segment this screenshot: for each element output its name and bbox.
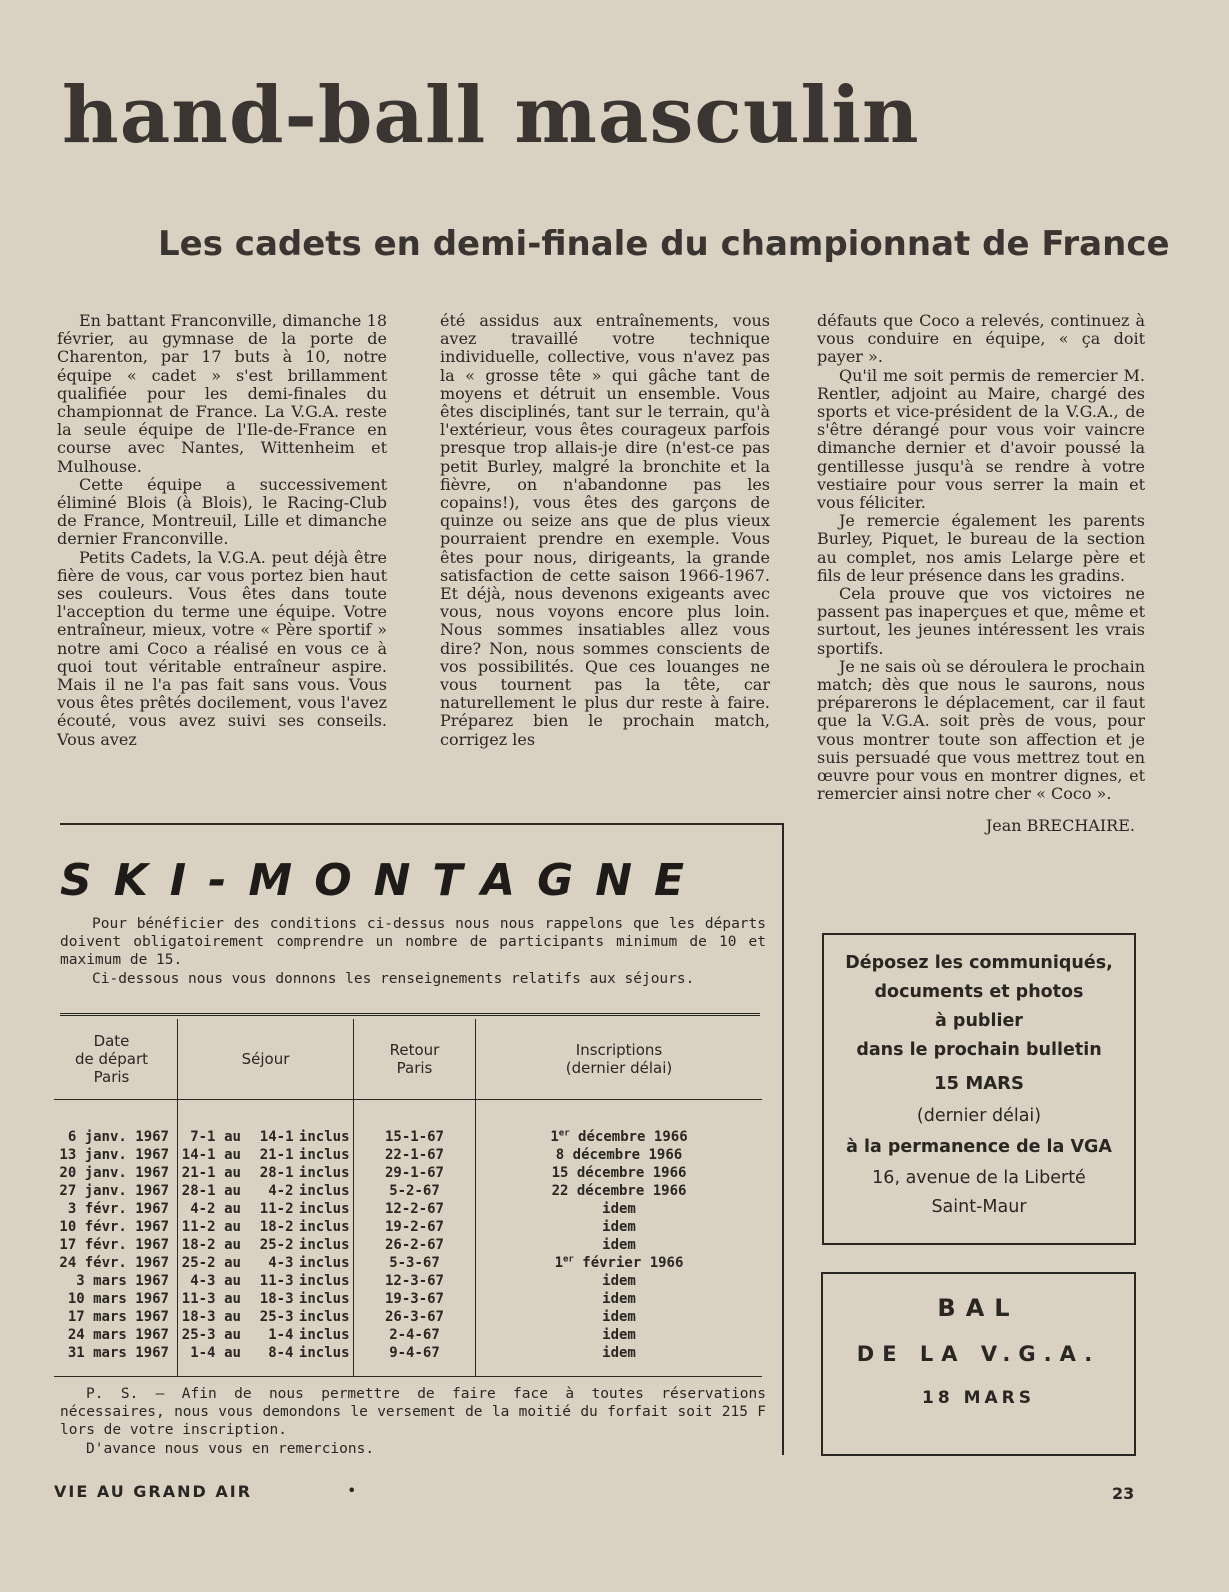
date-cell: 27 janv. 1967 [59,1183,169,1199]
submission-notice-box [822,933,1136,1245]
sejour-cell [178,1146,354,1164]
date-cell: 24 mars 1967 [67,1327,169,1343]
sejour-from: 7-1 [190,1129,216,1145]
inscription-cell: idem [476,1290,763,1308]
table-row [54,1326,762,1344]
inscription-cell: idem [476,1236,763,1254]
header-text: Retour [389,1041,440,1059]
retour-cell: 5-2-67 [354,1182,476,1200]
date-cell: 31 mars 1967 [67,1345,169,1361]
sejour-to: 11-3 [259,1273,294,1289]
ski-montagne-section [60,823,784,1455]
sejour-from: 4-2 [190,1201,216,1217]
table-row [54,1164,762,1182]
sejour-au: au [224,1201,241,1217]
sejour-from: 11-3 [181,1291,216,1307]
ps-paragraph: P. S. — Afin de nous permettre de faire face à toutes réservations nécessaires, nous vous demondons le versement de la moitié du forfait soit 215 F lors de votre inscription. [60,1386,766,1439]
divider [60,1013,760,1018]
sejour-cell [178,1290,354,1308]
article-column-2 [440,312,770,749]
bal-title: BAL [937,1294,1020,1322]
sejour-inclus: inclus [298,1129,350,1145]
sejour-inclus: inclus [298,1237,350,1253]
sejour-inclus: inclus [298,1219,350,1235]
notice-line: Déposez les communiqués, [845,953,1113,973]
date-cell: 10 mars 1967 [67,1291,169,1307]
paragraph: Je ne sais où se déroulera le prochain match; dès que nous le saurons, nous préparerons le déplacement, car il faut que la V.G.A. soit près de vous, pour vous montrer toute son affection et je suis persuadé que vous mettrez tout en œuvre pour vous en montrer dignes, et remercier ainsi notre cher « Coco ». [817,656,1145,804]
date-cell: 3 févr. 1967 [67,1201,169,1217]
header-text: Paris [93,1068,130,1086]
date-cell: 24 févr. 1967 [59,1255,169,1271]
paragraph: été assidus aux entraînements, vous avez travaillé votre technique individuelle, collective, vous n'avez pas la « grosse tête » qui gâche tant de moyens et détruit un ensemble. Vous êtes disciplinés, tant sur le terrain, qu'à l'extérieur, vous êtes courageux parfois presque trop allais-je dire (n'est-ce pas petit Burley, malgré la bronchite et la fièvre, on n'abandonne pas les copains!), vous êtes des garçons de quinze ou seize ans que de plus vieux pourraient prendre en exemple. Vous êtes pour nous, dirigeants, la grande satisfaction de cette saison 1966-1967. Et déjà, nous devenons exigeants avec vous, nous voyons encore plus loin. Nous sommes insatiables allez vous dire? Non, nous sommes conscients de vos possibilités. Que ces louanges ne vous tournent pas la tête, car naturellement le plus dur reste à faire. Préparez bien le prochain match, corrigez les [440,311,770,749]
table-row [54,1218,762,1236]
notice-line: à la permanence de la VGA [846,1137,1112,1157]
retour-cell: 26-3-67 [354,1308,476,1326]
sejour-inclus: inclus [298,1255,350,1271]
sejour-au: au [224,1345,241,1361]
sejour-to: 18-2 [259,1219,294,1235]
sejour-au: au [224,1147,241,1163]
inscription-cell: idem [476,1326,763,1344]
sejour-cell [178,1344,354,1377]
table-row [54,1254,762,1272]
header-inscriptions [476,1019,763,1100]
retour-cell: 9-4-67 [354,1344,476,1377]
retour-cell: 2-4-67 [354,1326,476,1344]
notice-line: (dernier délai) [916,1106,1042,1126]
date-cell: 17 févr. 1967 [59,1237,169,1253]
sejour-inclus: inclus [298,1165,350,1181]
sejour-to: 8-4 [268,1345,294,1361]
inscription-cell: 1er décembre 1966 [476,1100,763,1147]
sejour-from: 4-3 [190,1273,216,1289]
inscription-cell: idem [476,1272,763,1290]
publication-name: VIE AU GRAND AIR [54,1482,253,1501]
date-cell: 20 janv. 1967 [59,1165,169,1181]
inscription-cell: idem [476,1344,763,1377]
table-row [54,1200,762,1218]
sejour-au: au [224,1255,241,1271]
sejour-inclus: inclus [298,1309,350,1325]
article-column-3 [817,312,1145,836]
inscription-cell: 1er février 1966 [476,1254,763,1272]
sejour-cell [178,1236,354,1254]
sejour-inclus: inclus [298,1147,350,1163]
retour-cell: 12-3-67 [354,1272,476,1290]
table-row [54,1100,762,1147]
inscription-cell: 22 décembre 1966 [476,1182,763,1200]
sejour-cell [178,1308,354,1326]
sejour-cell [178,1254,354,1272]
paragraph: En battant Franconville, dimanche 18 février, au gymnase de la porte de Charenton, par 17 buts à 10, notre équipe « cadet » s'est brillamment qualifiée pour les demi-finales du championnat de France. La V.G.A. reste la seule équipe de l'Ile-de-France en course avec Nantes, Wittenheim et Mulhouse. [57,311,387,476]
table-row [54,1344,762,1377]
sejour-to: 14-1 [259,1129,294,1145]
sejour-au: au [224,1327,241,1343]
sejour-au: au [224,1219,241,1235]
sejour-from: 1-4 [190,1345,216,1361]
sejour-cell [178,1200,354,1218]
sejour-to: 4-3 [268,1255,294,1271]
paragraph: Je remercie également les parents Burley, Piquet, le bureau de la section au complet, nos amis Lelarge père et fils de leur présence dans les gradins. [817,511,1145,585]
author-signature: Jean BRECHAIRE. [985,816,1135,836]
header-text: de départ [74,1050,149,1068]
sejour-inclus: inclus [298,1327,350,1343]
sejour-to: 28-1 [259,1165,294,1181]
sejour-cell [178,1182,354,1200]
retour-cell: 5-3-67 [354,1254,476,1272]
sejour-inclus: inclus [298,1345,350,1361]
retour-cell: 22-1-67 [354,1146,476,1164]
date-cell: 17 mars 1967 [67,1309,169,1325]
intro-paragraph: Pour bénéficier des conditions ci-dessus nous nous rappelons que les départs doivent obligatoirement comprendre un nombre de participants minimum de 10 et maximum de 15. [60,916,766,969]
retour-cell: 19-3-67 [354,1290,476,1308]
bal-announcement-box [821,1272,1136,1456]
paragraph: Cette équipe a successivement éliminé Blois (à Blois), le Racing-Club de France, Montreuil, Lille et dimanche dernier Franconville. [57,474,387,549]
header-retour [354,1019,476,1100]
bal-date: 18 MARS [922,1388,1035,1408]
retour-cell: 15-1-67 [354,1100,476,1147]
paragraph: Qu'il me soit permis de remercier M. Rentler, adjoint au Maire, chargé des sports et vice-président de la V.G.A., de s'être dérangé pour vous voir vaincre dimanche dernier et d'avoir poussé la gentillesse jusqu'à se rendre à votre vestiaire pour vous serrer la main et vous féliciter. [817,365,1145,513]
sejour-cell [178,1218,354,1236]
sejour-from: 25-3 [181,1327,216,1343]
notice-deadline: 15 MARS [934,1073,1024,1094]
date-cell: 10 févr. 1967 [59,1219,169,1235]
footer-bullet: • [347,1481,357,1500]
table-row [54,1182,762,1200]
header-text: Inscriptions [575,1041,663,1059]
ski-title: SKI-MONTAGNE [60,855,707,906]
header-text: Date [93,1032,130,1050]
page-title: hand-ball masculin [62,70,920,161]
date-cell: 6 janv. 1967 [67,1129,169,1145]
ski-intro [60,915,766,988]
sejour-to: 4-2 [268,1183,294,1199]
header-text: (dernier délai) [565,1059,673,1077]
table-row [54,1272,762,1290]
retour-cell: 12-2-67 [354,1200,476,1218]
sejour-to: 25-2 [259,1237,294,1253]
table-row [54,1308,762,1326]
retour-cell: 29-1-67 [354,1164,476,1182]
date-cell: 3 mars 1967 [76,1273,169,1289]
sejour-to: 1-4 [268,1327,294,1343]
retour-cell: 19-2-67 [354,1218,476,1236]
sejour-cell [178,1326,354,1344]
sejour-to: 11-2 [259,1201,294,1217]
sejour-from: 21-1 [181,1165,216,1181]
sejour-inclus: inclus [298,1201,350,1217]
inscription-cell: idem [476,1218,763,1236]
date-cell: 13 janv. 1967 [59,1147,169,1163]
inscription-cell: idem [476,1308,763,1326]
bal-subtitle: DE LA V.G.A. [856,1342,1101,1366]
sejour-au: au [224,1183,241,1199]
sejour-to: 21-1 [259,1147,294,1163]
header-date [54,1019,178,1100]
sejour-cell [178,1164,354,1182]
header-text: Paris [396,1059,433,1077]
sejour-from: 18-2 [181,1237,216,1253]
header-sejour: Séjour [178,1019,354,1100]
sejour-au: au [224,1273,241,1289]
sejour-au: au [224,1237,241,1253]
sejour-from: 25-2 [181,1255,216,1271]
intro-paragraph: Ci-dessous nous vous donnons les renseignements relatifs aux séjours. [92,970,695,987]
sejour-from: 14-1 [181,1147,216,1163]
article-column-1 [57,312,387,749]
notice-city: Saint-Maur [931,1197,1027,1217]
sejour-inclus: inclus [298,1273,350,1289]
sejour-to: 25-3 [259,1309,294,1325]
notice-address: 16, avenue de la Liberté [872,1168,1086,1188]
article-subtitle: Les cadets en demi-finale du championnat de France [158,224,1170,264]
page-number: 23 [1112,1484,1135,1503]
paragraph: Cela prouve que vos victoires ne passent pas inaperçues et que, même et surtout, les jeunes intéressent les vrais sportifs. [817,584,1145,658]
sejour-au: au [224,1291,241,1307]
table-row [54,1236,762,1254]
sejour-to: 18-3 [259,1291,294,1307]
sejour-from: 11-2 [181,1219,216,1235]
sejour-inclus: inclus [298,1291,350,1307]
table-row [54,1146,762,1164]
inscription-cell: 15 décembre 1966 [476,1164,763,1182]
ski-schedule-table [54,1019,762,1377]
notice-line: documents et photos [874,982,1084,1002]
sejour-from: 18-3 [181,1309,216,1325]
sejour-au: au [224,1309,241,1325]
table-header-row [54,1019,762,1100]
paragraph: Petits Cadets, la V.G.A. peut déjà être fière de vous, car vous portez bien haut ses couleurs. Vous êtes dans toute l'acception du terme une équipe. Votre entraîneur, mieux, votre « Père sportif » notre ami Coco a réalisé en vous ce à quoi tout véritable entraîneur aspire. Mais il ne l'a pas fait sans vous. Vous vous êtes prêtés docilement, vous l'avez écouté, vous avez suivi ses conseils. Vous avez [57,547,387,749]
sejour-inclus: inclus [298,1183,350,1199]
sejour-cell [178,1272,354,1290]
ps-paragraph: D'avance nous vous en remercions. [86,1440,375,1457]
inscription-cell: 8 décembre 1966 [476,1146,763,1164]
postscript [60,1385,766,1458]
sejour-au: au [224,1129,241,1145]
sejour-cell [178,1100,354,1147]
retour-cell: 26-2-67 [354,1236,476,1254]
notice-line: à publier [935,1011,1023,1031]
notice-line: dans le prochain bulletin [856,1040,1102,1060]
table-row [54,1290,762,1308]
paragraph: défauts que Coco a relevés, continuez à vous conduire en équipe, « ça doit payer ». [817,311,1145,367]
sejour-from: 28-1 [181,1183,216,1199]
sejour-au: au [224,1165,241,1181]
inscription-cell: idem [476,1200,763,1218]
